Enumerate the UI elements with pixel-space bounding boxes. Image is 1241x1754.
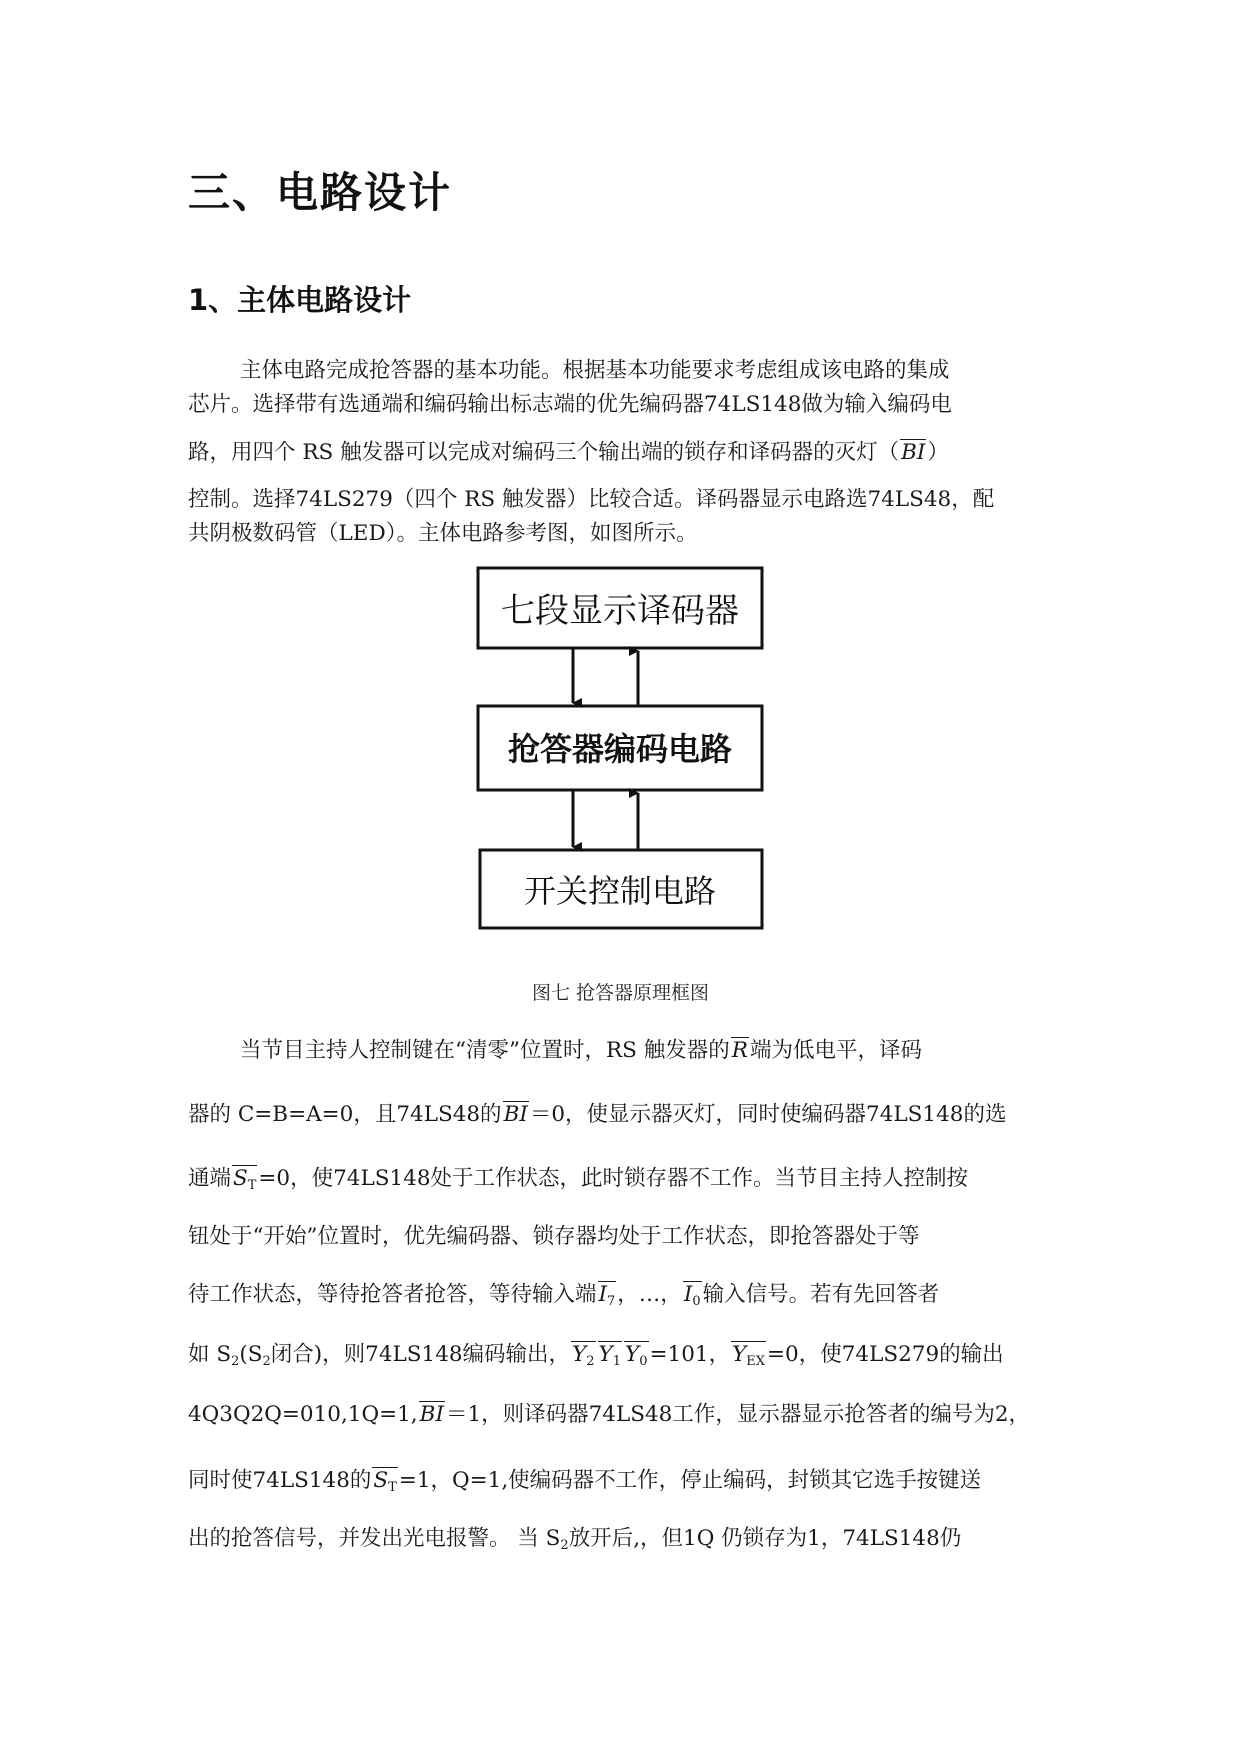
st-overbar-symbol: ST xyxy=(231,1164,258,1197)
para2-line6: 如 S2(S2闭合)，则74LS148编码输出，Y2 Y1 Y0=101，YEX=0，使74LS279的输出 xyxy=(188,1340,1068,1373)
box-bottom-label: 开关控制电路 xyxy=(523,872,717,910)
para2-line1: 当节目主持人控制键在“清零”位置时，RS 触发器的R端为低电平，译码 xyxy=(240,1036,1068,1066)
para2-line9: 出的抢答信号，并发出光电报警。 当 S2放开后,，但1Q 仍锁存为1，74LS148仍 xyxy=(188,1526,962,1553)
para2-line2: 器的 C=B=A=0，且74LS48的BI＝0，使显示器灭灯，同时使编码器74LS148的选 xyxy=(188,1100,1068,1130)
para2-line3: 通端ST=0，使74LS148处于工作状态，此时锁存器不工作。当节目主持人控制按 xyxy=(188,1164,1068,1197)
subsection-heading: 1、主体电路设计 xyxy=(188,283,412,317)
para1-line4: 控制。选择74LS279（四个 RS 触发器）比较合适。译码器显示电路选74LS48，配 xyxy=(188,487,995,512)
st-overbar-symbol: ST xyxy=(371,1466,398,1499)
para2-line4: 钮处于“开始”位置时，优先编码器、锁存器均处于工作状态，即抢答器处于等 xyxy=(188,1224,920,1249)
i0-overbar-symbol: I0 xyxy=(682,1280,703,1313)
r-overbar-symbol: R xyxy=(730,1036,750,1066)
para1-line3: 路，用四个 RS 触发器可以完成对编码三个输出端的锁存和译码器的灭灯（BI） xyxy=(188,438,1068,468)
para1-line2: 芯片。选择带有选通端和编码输出标志端的优先编码器74LS148做为输入编码电 xyxy=(188,392,952,417)
para1-line1: 主体电路完成抢答器的基本功能。根据基本功能要求考虑组成该电路的集成 xyxy=(240,358,950,383)
y0-overbar-symbol: Y0 xyxy=(623,1340,649,1373)
box-top-label: 七段显示译码器 xyxy=(501,591,739,631)
para1-line5: 共阴极数码管（LED）。主体电路参考图，如图所示。 xyxy=(188,521,698,546)
y1-overbar-symbol: Y1 xyxy=(597,1340,623,1373)
block-diagram xyxy=(470,560,770,930)
bi-overbar-symbol: BI xyxy=(418,1400,446,1430)
i7-overbar-symbol: I7 xyxy=(597,1280,618,1313)
bi-overbar-symbol: BI xyxy=(502,1100,530,1130)
section-heading: 三、电路设计 xyxy=(188,168,453,217)
para2-line5: 待工作状态，等待抢答者抢答，等待输入端I7，…，I0输入信号。若有先回答者 xyxy=(188,1280,1068,1313)
figure-caption: 图七 抢答器原理框图 xyxy=(531,982,710,1004)
y2-overbar-symbol: Y2 xyxy=(570,1340,596,1373)
para2-line7: 4Q3Q2Q=010,1Q=1,BI＝1，则译码器74LS48工作，显示器显示抢答者的编号为2， xyxy=(188,1400,1068,1430)
bi-overbar-symbol: BI xyxy=(899,438,927,468)
yex-overbar-symbol: YEX xyxy=(730,1340,767,1373)
para2-line8: 同时使74LS148的ST=1，Q=1,使编码器不工作，停止编码，封锁其它选手按键送 xyxy=(188,1466,1068,1499)
box-mid-label: 抢答器编码电路 xyxy=(507,730,733,768)
